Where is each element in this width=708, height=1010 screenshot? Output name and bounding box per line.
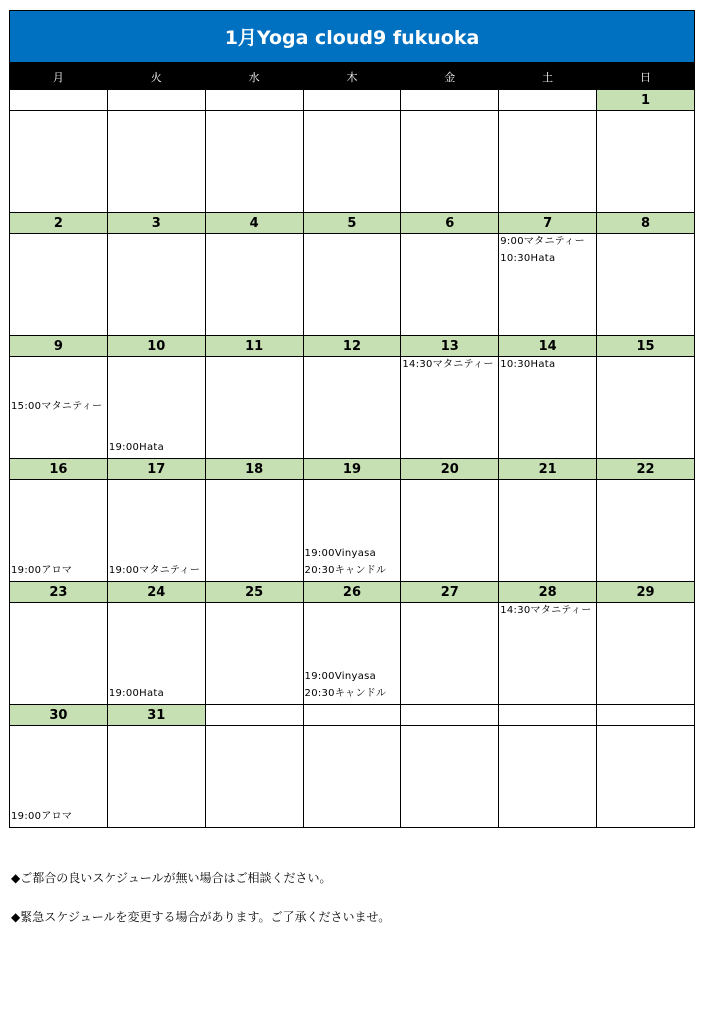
day-cell [107, 357, 205, 459]
weekday-mon: 月 [10, 64, 108, 90]
date-number: 29 [597, 582, 695, 603]
day-cell [597, 357, 695, 459]
note-schedule-change: ◆緊急スケジュールを変更する場合があります。ご了承くださいませ。 [11, 910, 391, 924]
week-5-date-row [10, 582, 695, 603]
date-empty [401, 705, 499, 726]
day-cell [107, 726, 205, 828]
weekday-tue: 火 [107, 64, 205, 90]
week-3-events-row [10, 357, 695, 459]
day-cell [10, 480, 108, 582]
day-cell [597, 726, 695, 828]
class-event: 14:30マタニティー [402, 359, 494, 370]
date-empty [303, 90, 401, 111]
class-event: 15:00マタニティー [11, 401, 103, 412]
date-empty [303, 705, 401, 726]
day-cell [10, 234, 108, 336]
day-cell [499, 603, 597, 705]
day-cell [303, 111, 401, 213]
day-cell [401, 480, 499, 582]
date-number: 12 [303, 336, 401, 357]
day-cell [597, 234, 695, 336]
weekday-sat: 土 [499, 64, 597, 90]
day-cell [205, 357, 303, 459]
date-number: 4 [205, 213, 303, 234]
week-2-date-row [10, 213, 695, 234]
day-cell [597, 480, 695, 582]
date-number: 5 [303, 213, 401, 234]
day-cell [499, 234, 597, 336]
day-cell [303, 357, 401, 459]
date-number: 2 [10, 213, 108, 234]
date-empty [499, 90, 597, 111]
note-consult: ◆ご都合の良いスケジュールが無い場合はご相談ください。 [11, 871, 332, 885]
date-empty [107, 90, 205, 111]
weekday-thu: 木 [303, 64, 401, 90]
weekday-wed: 水 [205, 64, 303, 90]
day-cell [499, 726, 597, 828]
date-number: 13 [401, 336, 499, 357]
day-cell [205, 603, 303, 705]
week-5-events-row [10, 603, 695, 705]
calendar-title: 1月Yoga cloud9 fukuoka [9, 10, 695, 63]
date-empty [205, 705, 303, 726]
calendar-grid [9, 63, 695, 828]
day-cell [499, 480, 597, 582]
weekday-header-row [10, 64, 695, 90]
date-number: 24 [107, 582, 205, 603]
class-event: 19:00Hata [108, 688, 165, 699]
date-number: 18 [205, 459, 303, 480]
day-cell [107, 234, 205, 336]
weekday-fri: 金 [401, 64, 499, 90]
date-number: 17 [107, 459, 205, 480]
class-event: 14:30マタニティー [500, 605, 592, 616]
week-6-date-row [10, 705, 695, 726]
week-2-events-row [10, 234, 695, 336]
class-event: 9:00マタニティー [500, 236, 585, 247]
day-cell [107, 480, 205, 582]
date-number: 3 [107, 213, 205, 234]
week-4-events-row [10, 480, 695, 582]
date-number: 1 [597, 90, 695, 111]
class-event: 19:00Hata [108, 442, 165, 453]
class-event: 20:30キャンドル [304, 688, 387, 699]
date-number: 11 [205, 336, 303, 357]
date-number: 27 [401, 582, 499, 603]
class-event: 10:30Hata [500, 253, 556, 264]
week-6-events-row [10, 726, 695, 828]
day-cell [303, 480, 401, 582]
day-cell [401, 603, 499, 705]
date-number: 25 [205, 582, 303, 603]
day-cell [303, 234, 401, 336]
date-number: 14 [499, 336, 597, 357]
day-cell [499, 357, 597, 459]
class-event: 19:00アロマ [11, 565, 73, 576]
class-event: 19:00Vinyasa [304, 548, 377, 559]
day-cell [303, 603, 401, 705]
week-1-date-row [10, 90, 695, 111]
day-cell [597, 603, 695, 705]
day-cell [401, 111, 499, 213]
date-number: 26 [303, 582, 401, 603]
class-event: 19:00Vinyasa [304, 671, 377, 682]
date-number: 16 [10, 459, 108, 480]
date-empty [205, 90, 303, 111]
day-cell [303, 726, 401, 828]
date-number: 9 [10, 336, 108, 357]
class-event: 20:30キャンドル [304, 565, 387, 576]
date-empty [597, 705, 695, 726]
day-cell [10, 357, 108, 459]
date-number: 22 [597, 459, 695, 480]
day-cell [401, 234, 499, 336]
calendar [9, 10, 695, 828]
day-cell [499, 111, 597, 213]
date-number: 10 [107, 336, 205, 357]
week-3-date-row [10, 336, 695, 357]
date-number: 28 [499, 582, 597, 603]
date-number: 30 [10, 705, 108, 726]
date-number: 19 [303, 459, 401, 480]
day-cell [10, 111, 108, 213]
date-number: 31 [107, 705, 205, 726]
day-cell [10, 603, 108, 705]
date-number: 20 [401, 459, 499, 480]
day-cell [205, 234, 303, 336]
date-number: 7 [499, 213, 597, 234]
day-cell [205, 111, 303, 213]
class-event: 10:30Hata [500, 359, 556, 370]
weekday-sun: 日 [597, 64, 695, 90]
day-cell [597, 111, 695, 213]
day-cell [401, 357, 499, 459]
date-number: 8 [597, 213, 695, 234]
day-cell [401, 726, 499, 828]
date-number: 6 [401, 213, 499, 234]
date-empty [10, 90, 108, 111]
date-number: 23 [10, 582, 108, 603]
class-event: 19:00アロマ [11, 811, 73, 822]
week-1-events-row [10, 111, 695, 213]
day-cell [107, 111, 205, 213]
day-cell [205, 726, 303, 828]
day-cell [205, 480, 303, 582]
date-number: 21 [499, 459, 597, 480]
week-4-date-row [10, 459, 695, 480]
day-cell [10, 726, 108, 828]
class-event: 19:00マタニティー [108, 565, 201, 576]
date-empty [499, 705, 597, 726]
day-cell [107, 603, 205, 705]
date-empty [401, 90, 499, 111]
date-number: 15 [597, 336, 695, 357]
